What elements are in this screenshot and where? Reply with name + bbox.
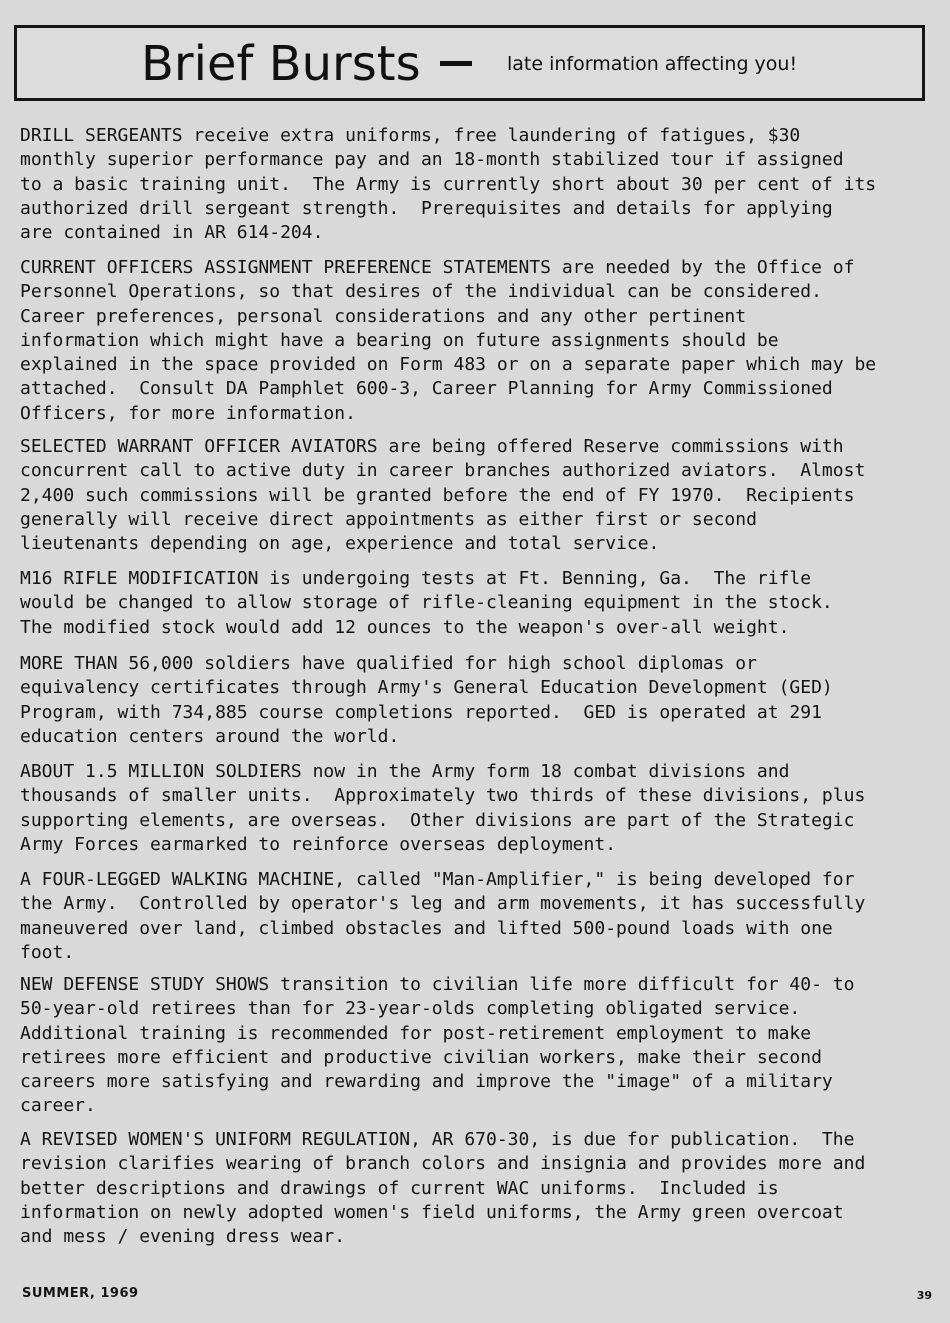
page-number: 39 [916,1289,932,1302]
article-drill-sergeants: DRILL SERGEANTS receive extra uniforms, free laundering of fatigues, $30 monthly superior performance pay and an 18-month stabilized tour if assigned to a basic training unit. The Army is currently short about 30 per cent of its authorized drill sergeant strength. Prerequisites and details for applying are contained in AR 614-204. [20,125,877,244]
article-defense-study: NEW DEFENSE STUDY SHOWS transition to civilian life more difficult for 40- to 50-year-old retirees than for 23-year-olds completing obligated service. Additional training is recommended for post-retirement employment to make retirees more efficient and productive civilian workers, make their second careers more satisfying and rewarding and improve the "image" of a military career. [20,974,855,1117]
article-warrant-officer-aviators: SELECTED WARRANT OFFICER AVIATORS are being offered Reserve commissions with concurrent call to active duty in career branches authorized aviators. Almost 2,400 such commissions will be granted before the end of FY 1970. Recipients generally will receive direct appointments as either first or second lieutenants depending on age, experience and total service. [20,436,866,555]
title-dash [440,61,472,66]
page-title: Brief Bursts [141,36,421,92]
article-walking-machine: A FOUR-LEGGED WALKING MACHINE, called "Man-Amplifier," is being developed for the Army. Controlled by operator's leg and arm movements, it has successfully maneuvered over land, climbed obstacles and lifted 500-pound loads with one foot. [20,869,866,963]
article-ged-program: MORE THAN 56,000 soldiers have qualified for high school diplomas or equivalency certificates through Army's General Education Development (GED) Program, with 734,885 course completions reported. GED is operated at 291 education centers around the world. [20,653,833,747]
page-subtitle: late information affecting you! [507,53,798,75]
header-box [14,25,925,101]
issue-date: SUMMER, 1969 [22,1286,139,1301]
article-combat-divisions: ABOUT 1.5 MILLION SOLDIERS now in the Army form 18 combat divisions and thousands of smaller units. Approximately two thirds of these divisions, plus supporting elements, are overseas. Other divisions are part of the Strategic Army Forces earmarked to reinforce overseas deployment. [20,761,866,855]
article-womens-uniform-regulation: A REVISED WOMEN'S UNIFORM REGULATION, AR 670-30, is due for publication. The revision clarifies wearing of branch colors and insignia and provides more and better descriptions and drawings of current WAC uniforms. Included is information on newly adopted women's field uniforms, the Army green overcoat and mess / evening dress wear. [20,1129,866,1248]
article-officer-assignment-preference: CURRENT OFFICERS ASSIGNMENT PREFERENCE STATEMENTS are needed by the Office of Personnel Operations, so that desires of the individual can be considered. Career preferences, personal considerations and any other pertinent information which might have a bearing on future assignments should be explained in the space provided on Form 483 or on a separate paper which may be attached. Consult DA Pamphlet 600-3, Career Planning for Army Commissioned Officers, for more information. [20,257,877,424]
article-m16-rifle-modification: M16 RIFLE MODIFICATION is undergoing tests at Ft. Benning, Ga. The rifle would be changed to allow storage of rifle-cleaning equipment in the stock. The modified stock would add 12 ounces to the weapon's over-all weight. [20,568,833,638]
